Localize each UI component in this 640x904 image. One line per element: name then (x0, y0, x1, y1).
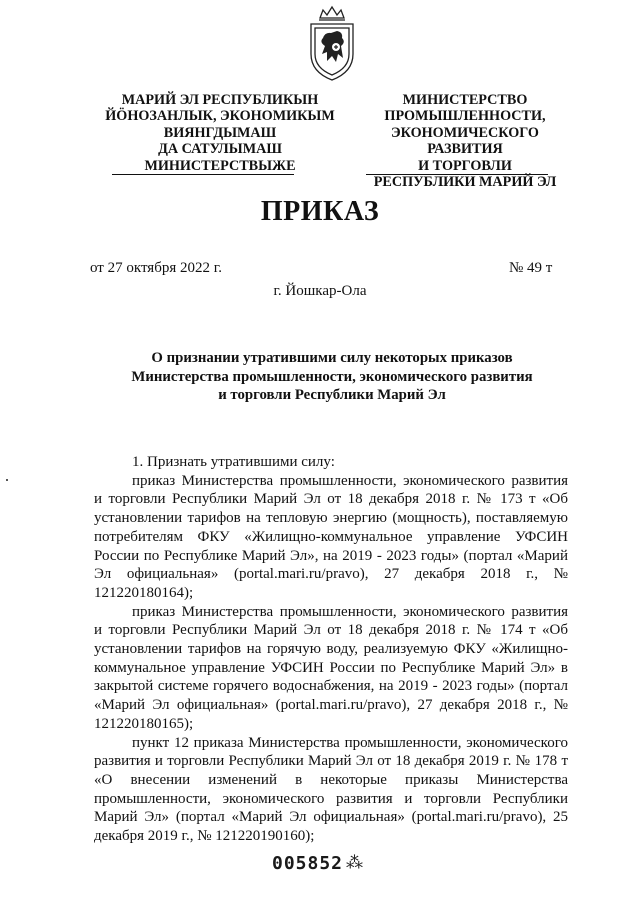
header-divider-left (112, 174, 294, 175)
document-title: ПРИКАЗ (260, 196, 380, 227)
header-divider-right (366, 174, 548, 175)
body-paragraph: приказ Министерства промышленности, экономического развития и торговли Республики Марий Эл от 18 декабря 2018 г. № 174 т «Об установлении тарифов на горячую воду, реализуемую ФКУ «Жилищно-коммунальное управление УФСИН России по Республике Марий Эл» в закрытой системе горячего водоснабжения, на 2019 - 2023 годы» (портал «Марий Эл официальная» (portal.mari.ru/pravo), 27 декабря 2018 г., № 121220180165); (94, 603, 568, 732)
document-city: г. Йошкар-Ола (273, 283, 367, 299)
header-right-line: ПРОМЫШЛЕННОСТИ, (384, 108, 546, 125)
header-left-line: ВИЯНГДЫМАШ (163, 124, 277, 141)
header-left-line: МАРИЙ ЭЛ РЕСПУБЛИКЫН (121, 92, 319, 108)
coat-of-arms-emblem (303, 4, 361, 84)
header-left-line: ЙӦНОЗАНЛЫК, ЭКОНОМИКЫМ (105, 108, 335, 125)
body-paragraph: 1. Признать утратившими силу: (132, 454, 335, 470)
form-serial-number: 005852 (272, 853, 344, 874)
serial-star-mark: ⁂ (346, 853, 363, 872)
header-right-line: И ТОРГОВЛИ (418, 157, 512, 174)
header-left-line: ДА САТУЛЫМАШ (158, 141, 282, 158)
header-right-line: ЭКОНОМИЧЕСКОГО РАЗВИТИЯ (391, 124, 539, 158)
document-subject (100, 349, 564, 405)
header-left-line: МИНИСТЕРСТВЫЖЕ (144, 157, 296, 174)
document-number: № 49 т (509, 260, 553, 276)
body-paragraph: приказ Министерства промышленности, экономического развития и торговли Республики Марий Эл от 18 декабря 2018 г. № 173 т «Об установлении тарифов на тепловую энергию (мощность), поставляемую потребителям ФКУ «Жилищно-коммунальное управление УФСИН России по Республике Марий Эл», на 2019 - 2023 годы» (портал «Марий Эл официальная» (portal.mari.ru/pravo), 27 декабря 2018 г., № 121220180164); (94, 472, 568, 601)
subject-line: О признании утратившими силу некоторых приказов (151, 350, 513, 366)
header-right-line: РЕСПУБЛИКИ МАРИЙ ЭЛ (373, 174, 557, 191)
subject-line: Министерства промышленности, экономического развития (131, 368, 533, 385)
body-paragraph: пункт 12 приказа Министерства промышленности, экономического развития и торговли Республики Марий Эл от 18 декабря 2019 г. № 178 т «О внесении изменений в некоторые приказы Министерства промышленности, экономического развития и торговли Республики Марий Эл» (портал «Марий Эл официальная» (portal.mari.ru/pravo), 25 декабря 2019 г., № 121220190160); (94, 734, 568, 845)
header-ministry-name-mari (86, 92, 354, 174)
header-ministry-name-russian (352, 92, 578, 190)
header-right-line: МИНИСТЕРСТВО (402, 92, 528, 108)
scan-speck (6, 479, 8, 481)
subject-line: и торговли Республики Марий Эл (218, 387, 446, 404)
document-body (94, 453, 568, 846)
document-date: от 27 октября 2022 г. (90, 260, 222, 276)
